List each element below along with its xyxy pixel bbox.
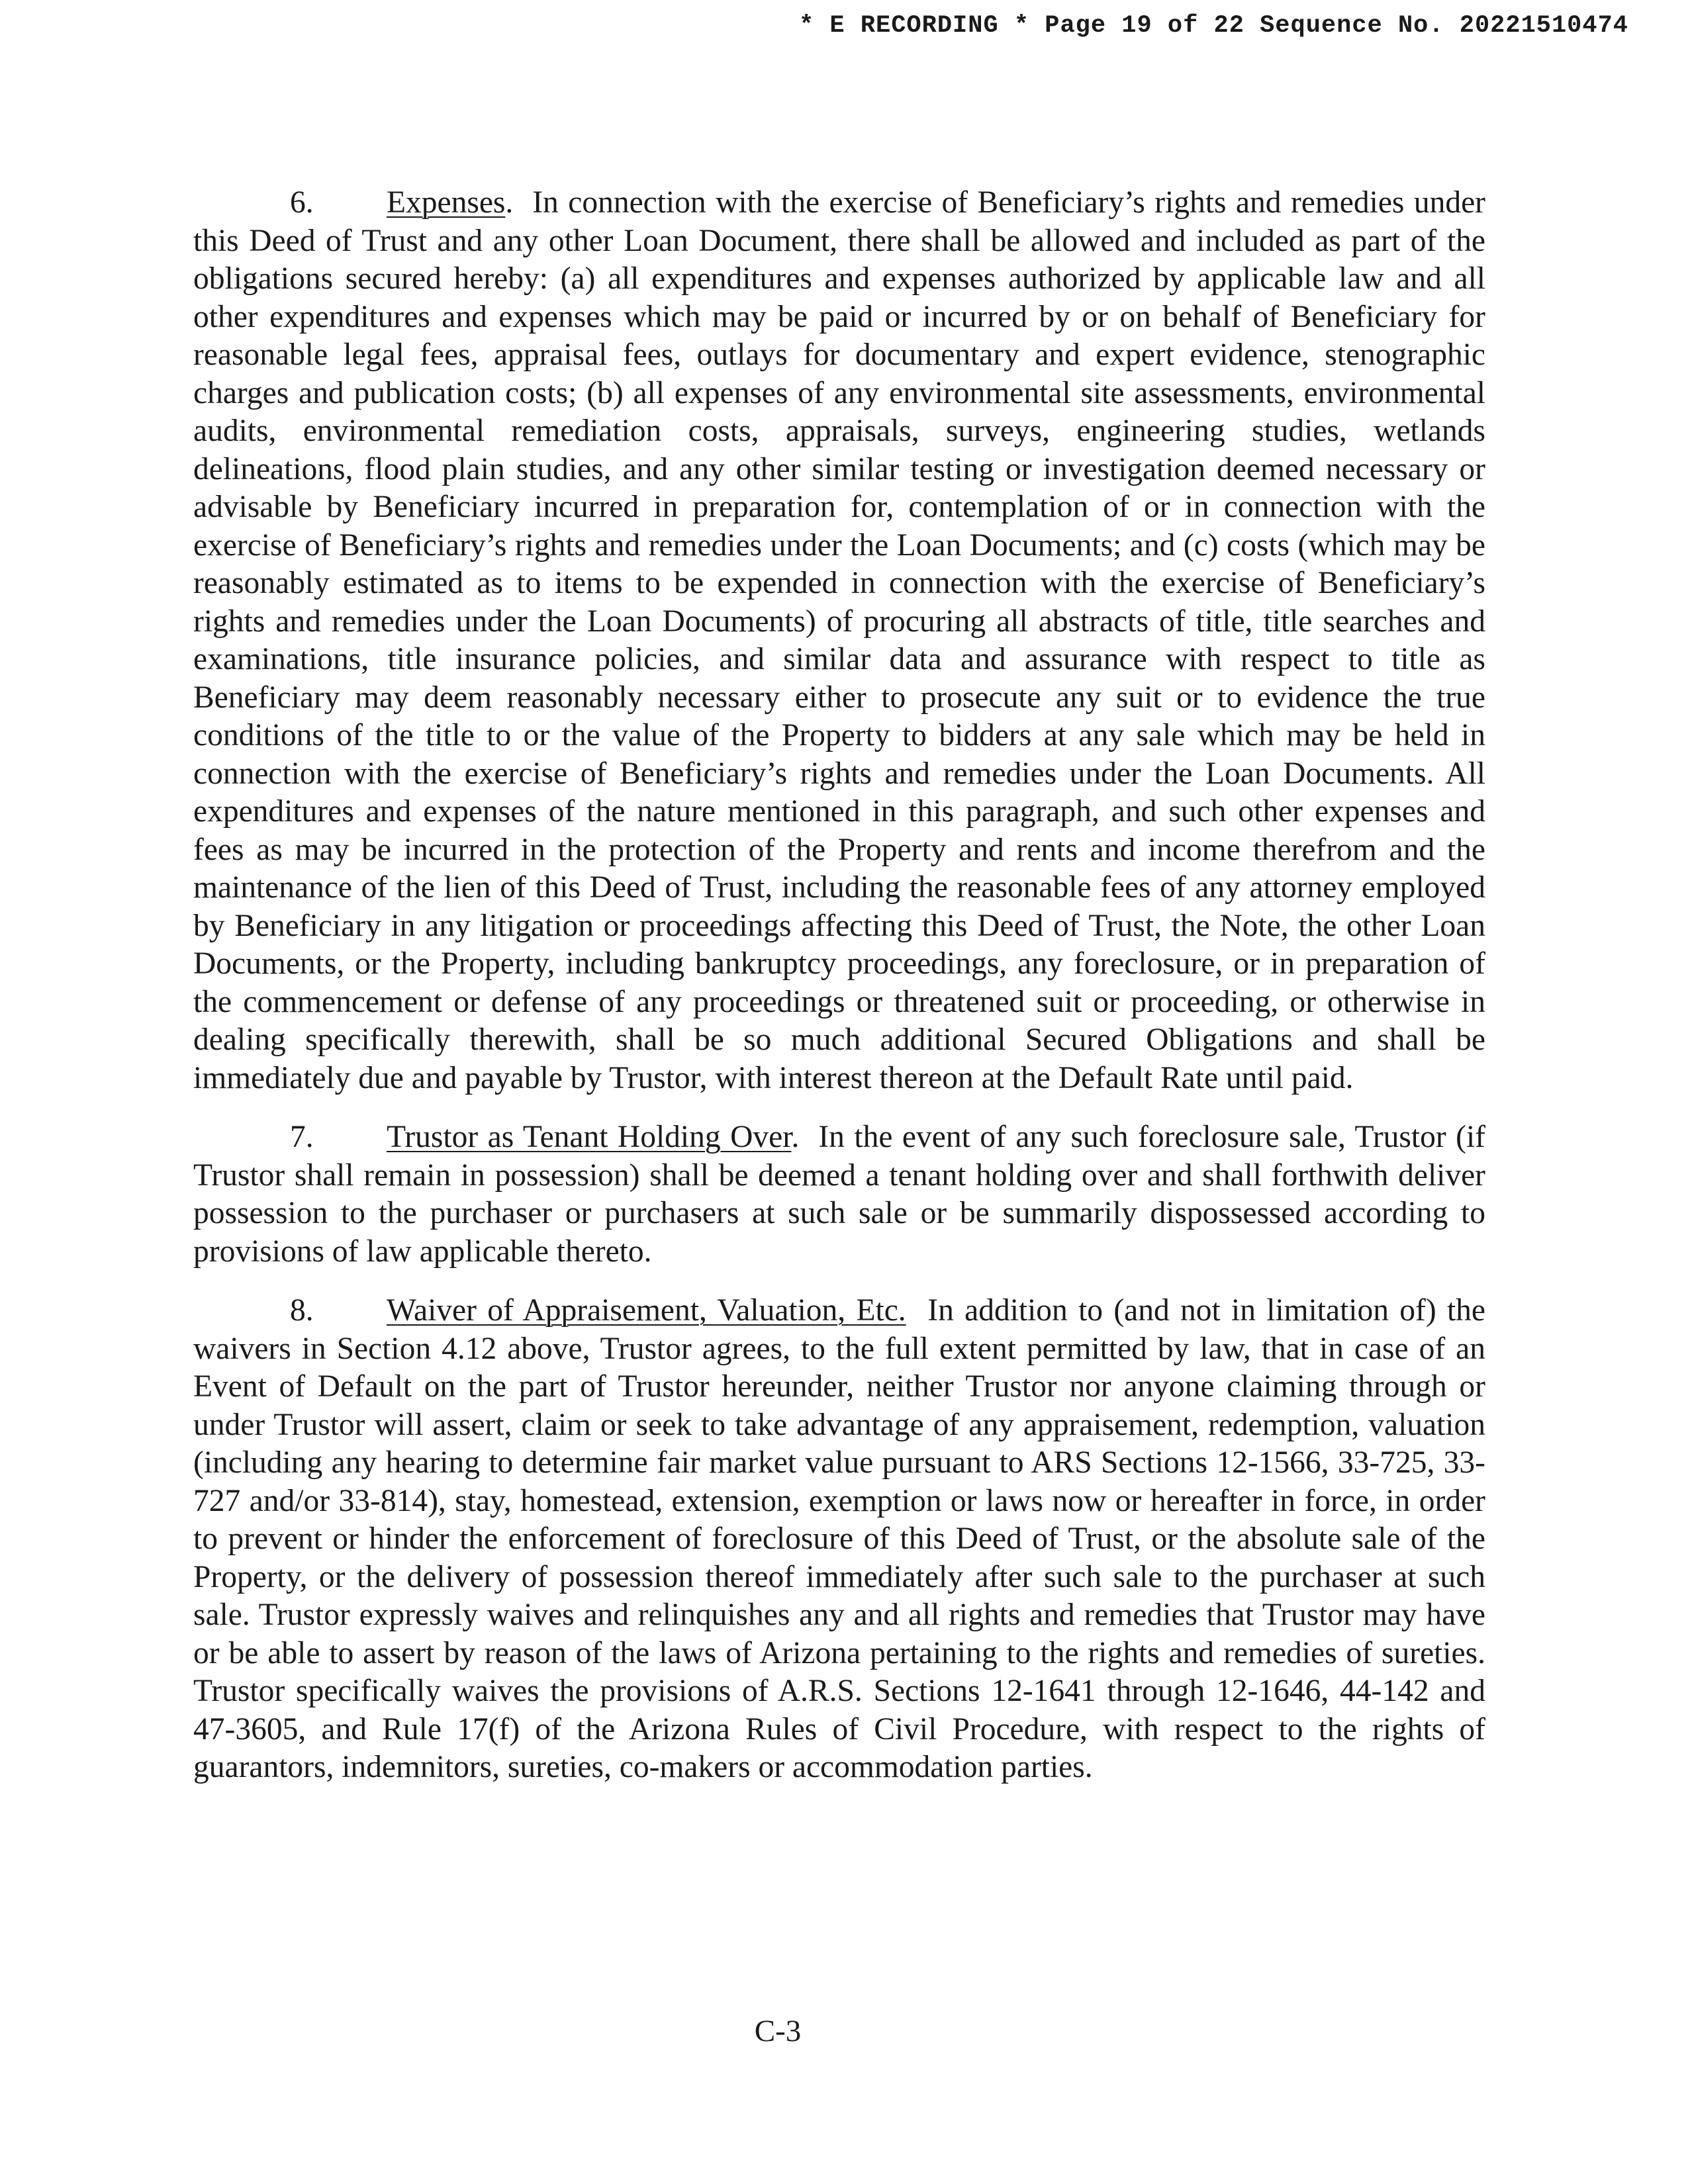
heading-punctuation: . xyxy=(505,185,514,220)
section-number: 7. xyxy=(290,1120,314,1154)
heading-punctuation: . xyxy=(791,1120,800,1154)
section-body: In connection with the exercise of Beneficiary’s rights and remedies under this Deed of Trust and any other Loan Document, there shall be allowed and included as part of the obligations secured hereby: (a) all expenditures and expenses authorized by applicable law and all other expenditures and expenses which may be paid or incurred by or on behalf of Beneficiary for reasonable legal fees, appraisal fees, outlays for documentary and expert evidence, stenographic charges and publication costs; (b) all expenses of any environmental site assessments, environmental audits, environmental remediation costs, appraisals, surveys, engineering studies, wetlands delineations, flood plain studies, and any other similar testing or investigation deemed necessary or advisable by Beneficiary incurred in preparation for, contemplation of or in connection with the exercise of Beneficiary’s rights and remedies under the Loan Documents; and (c) costs (which may be reasonably estimated as to items to be expended in connection with the exercise of Beneficiary’s rights and remedies under the Loan Documents) of procuring all abstracts of title, title searches and examinations, title insurance policies, and similar data and assurance with respect to title as Beneficiary may deem reasonably necessary either to prosecute any suit or to evidence the true conditions of the title to or the value of the Property to bidders at any sale which may be held in connection with the exercise of Beneficiary’s rights and remedies under the Loan Documents. All expenditures and expenses of the nature mentioned in this paragraph, and such other expenses and fees as may be incurred in the protection of the Property and rents and income therefrom and the maintenance of the lien of this Deed of Trust, including the reasonable fees of any attorney employed by Beneficiary in any litigation or proceedings affecting this Deed of Trust, the Note, the other Loan Documents, or the Property, including bankruptcy proceedings, any foreclosure, or in preparation of the commencement or defense of any proceedings or threatened suit or proceeding, or otherwise in dealing specifically therewith, shall be so much additional Secured Obligations and shall be immediately due and payable by Trustor, with interest thereon at the Default Rate until paid. xyxy=(193,185,1485,1095)
document-body xyxy=(193,184,1485,1787)
section-heading: Waiver of Appraisement, Valuation, Etc. xyxy=(387,1293,906,1328)
section-heading: Expenses xyxy=(387,185,506,220)
section-7-tenant-holding-over xyxy=(193,1118,1485,1271)
page-number: C-3 xyxy=(754,2014,802,2048)
section-body: In addition to (and not in limitation of) the waivers in Section 4.12 above, Trustor agrees, to the full extent permitted by law, that in case of an Event of Default on the part of Trustor hereunder, neither Trustor nor anyone claiming through or under Trustor will assert, claim or seek to take advantage of any appraisement, redemption, valuation (including any hearing to determine fair market value pursuant to ARS Sections 12-1566, 33-725, 33-727 and/or 33-814), stay, homestead, extension, exemption or laws now or hereafter in force, in order to prevent or hinder the enforcement of foreclosure of this Deed of Trust, or the absolute sale of the Property, or the delivery of possession thereof immediately after such sale to the purchaser at such sale. Trustor expressly waives and relinquishes any and all rights and remedies that Trustor may have or be able to assert by reason of the laws of Arizona pertaining to the rights and remedies of sureties. Trustor specifically waives the provisions of A.R.S. Sections 12-1641 through 12-1646, 44-142 and 47-3605, and Rule 17(f) of the Arizona Rules of Civil Procedure, with respect to the rights of guarantors, indemnitors, sureties, co-makers or accommodation parties. xyxy=(193,1293,1485,1784)
section-8-waiver-of-appraisement xyxy=(193,1292,1485,1787)
section-number: 8. xyxy=(290,1293,314,1328)
section-number: 6. xyxy=(290,185,314,220)
section-heading: Trustor as Tenant Holding Over xyxy=(387,1120,792,1154)
section-body: In the event of any such foreclosure sale, Trustor (if Trustor shall remain in possession) shall be deemed a tenant holding over and shall forthwith deliver possession to the purchaser or purchasers at such sale or be summarily dispossessed according to provisions of law applicable thereto. xyxy=(193,1120,1485,1269)
recording-stamp-header: * E RECORDING * Page 19 of 22 Sequence No. 20221510474 xyxy=(799,12,1628,40)
section-6-expenses xyxy=(193,184,1485,1097)
